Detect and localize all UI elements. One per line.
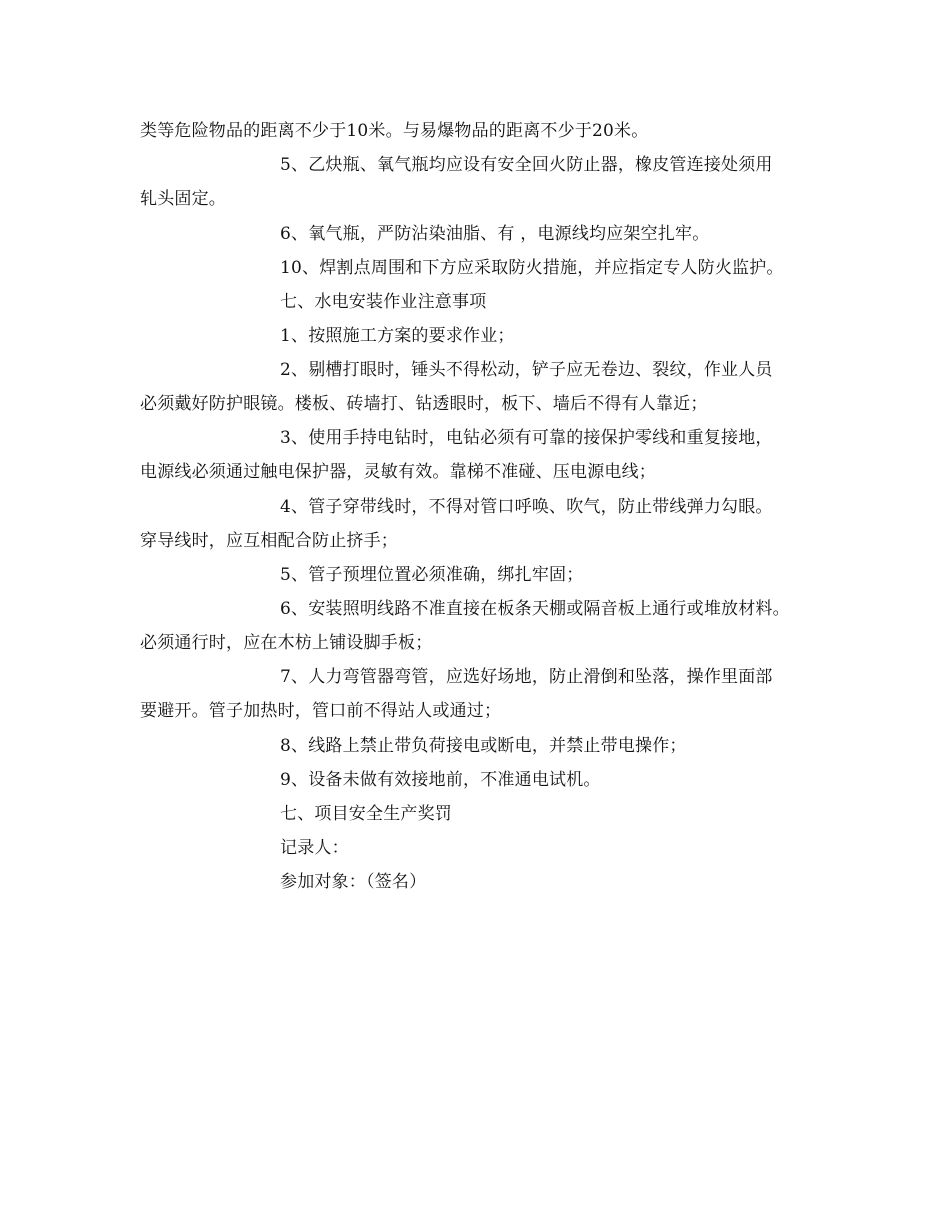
text-line-3: 轧头固定。 <box>140 189 226 209</box>
text-line-1: 类等危险物品的距离不少于10米。与易爆物品的距离不少于20米。 <box>140 121 649 141</box>
text-line-5: 10、焊割点周围和下方应采取防火措施，并应指定专人防火监护。 <box>280 258 784 278</box>
text-line-20: 9、设备未做有效接地前，不准通电试机。 <box>280 770 601 790</box>
text-line-12: 4、管子穿带线时，不得对管口呼唤、吹气，防止带线弹力勾眼。 <box>280 497 773 517</box>
participants-label: 参加对象：（签名） <box>280 872 427 892</box>
text-line-2: 5、乙炔瓶、氧气瓶均应设有安全回火防止器，橡皮管连接处须用 <box>280 155 773 175</box>
text-line-18: 要避开。管子加热时，管口前不得站人或通过； <box>140 701 502 721</box>
recorder-label: 记录人： <box>280 838 349 858</box>
text-line-10: 3、使用手持电钻时，电钻必须有可靠的接保护零线和重复接地， <box>280 428 773 448</box>
text-line-8: 2、剔槽打眼时，锤头不得松动，铲子应无卷边、裂纹，作业人员 <box>280 360 773 380</box>
text-line-17: 7、人力弯管器弯管，应选好场地，防止滑倒和坠落，操作里面部 <box>280 667 773 687</box>
text-line-11: 电源线必须通过触电保护器，灵敏有效。靠梯不准碰、压电源电线； <box>140 462 656 482</box>
text-line-13: 穿导线时，应互相配合防止挤手； <box>140 531 398 551</box>
text-line-16: 必须通行时，应在木枋上铺设脚手板； <box>140 633 433 653</box>
text-line-14: 5、管子预埋位置必须准确，绑扎牢固； <box>280 565 584 585</box>
text-line-7: 1、按照施工方案的要求作业； <box>280 326 515 346</box>
text-line-9: 必须戴好防护眼镜。楼板、砖墙打、钻透眼时，板下、墙后不得有人靠近； <box>140 394 708 414</box>
text-line-4: 6、氧气瓶，严防沾染油脂、有 ，电源线均应架空扎牢。 <box>280 224 710 244</box>
section-heading-water-electric: 七、水电安装作业注意事项 <box>280 292 487 312</box>
text-line-15: 6、安装照明线路不准直接在板条天棚或隔音板上通行或堆放材料。 <box>280 599 790 619</box>
section-heading-rewards: 七、项目安全生产奖罚 <box>280 804 452 824</box>
text-line-19: 8、线路上禁止带负荷接电或断电，并禁止带电操作； <box>280 736 687 756</box>
